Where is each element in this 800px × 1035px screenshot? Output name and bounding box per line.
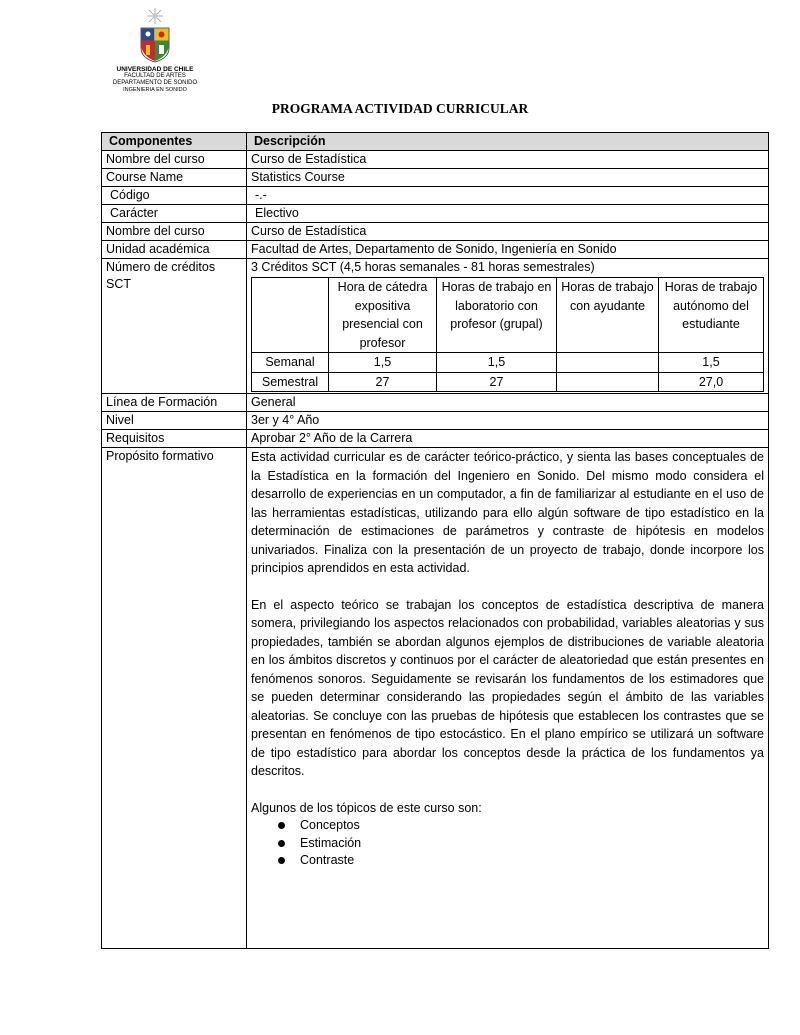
hours-header-ayudante: Horas de trabajo con ayudante: [557, 278, 659, 353]
list-item: [251, 817, 764, 835]
header-descripcion: Descripción: [247, 133, 769, 151]
purpose-paragraph-1: Esta actividad curricular es de carácter teórico-práctico, y sienta las bases conceptuales de la Estadística en la formación del Ingeniero en Sonido. Del mismo modo considera el desarrollo de experiencias en un computador, a fin de familiarizar al estudiante en el uso de las herramientas estadísticas, utilizando para ello algún software de tipo estadístico en la determinación de estimaciones de parámetros y contraste de hipótesis en modelos univariados. Finaliza con la presentación de un proyecto de trabajo, donde incorpore los principios aprendidos en esta actividad.: [251, 450, 764, 575]
label-nivel: Nivel: [102, 412, 247, 430]
list-item: [251, 852, 764, 870]
hours-label-semestral: Semestral: [252, 372, 329, 392]
value-linea-formacion: General: [247, 394, 769, 412]
row-nombre-curso-2: [102, 223, 769, 241]
hours-cell: [557, 372, 659, 392]
row-caracter: [102, 205, 769, 223]
value-nombre-curso-2: Curso de Estadística: [247, 223, 769, 241]
row-unidad-academica: [102, 241, 769, 259]
hours-label-semanal: Semanal: [252, 353, 329, 373]
hours-cell: 1,5: [659, 353, 764, 373]
hours-header-catedra: Hora de cátedra expositiva presencial con profesor: [329, 278, 437, 353]
topic-label: Contraste: [300, 853, 355, 867]
list-item: [251, 835, 764, 853]
hours-header-row: [252, 278, 764, 353]
hours-cell: 1,5: [437, 353, 557, 373]
row-requisitos: [102, 430, 769, 448]
university-logo: [105, 6, 205, 96]
hours-cell: 27: [329, 372, 437, 392]
hours-cell: 1,5: [329, 353, 437, 373]
topics-list: [251, 817, 764, 870]
logo-university-name: UNIVERSIDAD DE CHILE: [116, 66, 194, 73]
purpose-paragraph-2: En el aspecto teórico se trabajan los conceptos de estadística descriptiva de manera somera, privilegiando los aspectos relacionados con probabilidad, variables aleatorias y sus propiedades, también se abordan algunos ejemplos de distribuciones de variable aleatoria en los ámbitos discretos y continuos por el carácter de aleatoriedad que están presentes en fenómenos sonoros. Seguidamente se revisarán los fundamentos de los estimadores que se pueden determinar considerando las propiedades según el ámbito de las variables aleatorias. Se concluye con las pruebas de hipótesis que establecen los contrastes que se presentan en fenómenos de tipo estocástico. En el plano empírico se utilizará un software de tipo estadístico para abordar los conceptos desde la práctica de los fundamentos ya descritos.: [251, 597, 764, 778]
purpose-topics-intro: Algunos de los tópicos de este curso son:: [251, 800, 482, 815]
bullet-icon: [278, 822, 285, 829]
label-unidad-academica: Unidad académica: [102, 241, 247, 259]
hours-header-laboratorio: Horas de trabajo en laboratorio con profesor (grupal): [437, 278, 557, 353]
bullet-icon: [278, 840, 285, 847]
value-proposito: [247, 448, 769, 949]
value-course-name: Statistics Course: [247, 169, 769, 187]
value-unidad-academica: Facultad de Artes, Departamento de Sonido, Ingeniería en Sonido: [247, 241, 769, 259]
value-nombre-curso: Curso de Estadística: [247, 151, 769, 169]
hours-row-semanal: [252, 353, 764, 373]
row-nivel: [102, 412, 769, 430]
bullet-icon: [278, 857, 285, 864]
row-nombre-curso: [102, 151, 769, 169]
label-caracter: Carácter: [102, 205, 247, 223]
label-course-name: Course Name: [102, 169, 247, 187]
row-creditos: [102, 259, 769, 394]
value-codigo: -.-: [247, 187, 769, 205]
topic-label: Conceptos: [300, 818, 360, 832]
curriculum-table: [101, 132, 769, 949]
logo-faculty: FACULTAD DE ARTES: [124, 73, 186, 79]
row-course-name: [102, 169, 769, 187]
row-linea-formacion: [102, 394, 769, 412]
value-caracter: Electivo: [247, 205, 769, 223]
label-linea-formacion: Línea de Formación: [102, 394, 247, 412]
header-componentes: Componentes: [102, 133, 247, 151]
hours-cell: 27,0: [659, 372, 764, 392]
hours-corner-cell: [252, 278, 329, 353]
label-creditos: Número de créditos SCT: [102, 259, 247, 394]
label-nombre-curso-2: Nombre del curso: [102, 223, 247, 241]
label-requisitos: Requisitos: [102, 430, 247, 448]
university-crest-icon: [134, 6, 176, 64]
value-requisitos: Aprobar 2° Año de la Carrera: [247, 430, 769, 448]
label-nombre-curso: Nombre del curso: [102, 151, 247, 169]
row-codigo: [102, 187, 769, 205]
table-header-row: [102, 133, 769, 151]
hours-header-autonomo: Horas de trabajo autónomo del estudiante: [659, 278, 764, 353]
hours-row-semestral: [252, 372, 764, 392]
label-proposito: Propósito formativo: [102, 448, 247, 949]
logo-department: DEPARTAMENTO DE SONIDO: [112, 80, 198, 86]
value-creditos: [247, 259, 769, 394]
logo-program: INGENIERIA EN SONIDO: [123, 87, 187, 93]
page-title: PROGRAMA ACTIVIDAD CURRICULAR: [271, 101, 529, 116]
hours-cell: 27: [437, 372, 557, 392]
hours-cell: [557, 353, 659, 373]
hours-table: [251, 277, 764, 392]
label-codigo: Código: [102, 187, 247, 205]
creditos-summary: 3 Créditos SCT (4,5 horas semanales - 81 horas semestrales): [251, 260, 595, 274]
topic-label: Estimación: [300, 835, 362, 850]
row-proposito: [102, 448, 769, 949]
value-nivel: 3er y 4° Año: [247, 412, 769, 430]
